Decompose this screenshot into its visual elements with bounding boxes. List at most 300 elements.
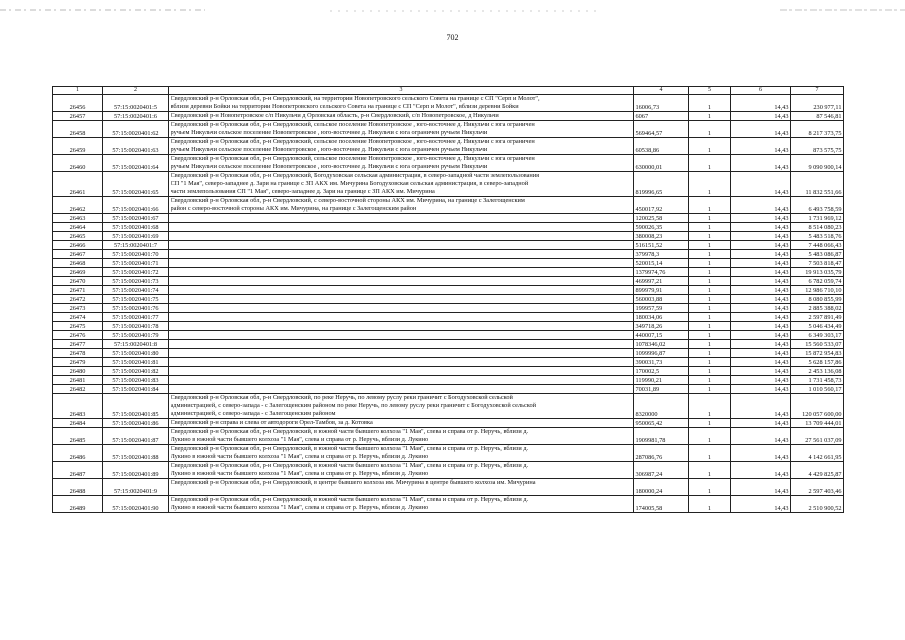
location-description-cell	[169, 375, 634, 384]
description-line: ручьем Никульчи сельское поселение Новопетровское , юго-восточнее д. Никульчи с юга ограничен ручьем Никульчи	[170, 128, 488, 136]
cadastral-value-cell: 5 483 086,87	[791, 249, 844, 258]
description-line: Свердловский р-н Орловская обл, р-н Свердловский, в южной части бывшего колхоза "1 Мая", слева и справа от р. Неручь, вблизи д.	[170, 495, 529, 503]
cadastral-number-cell: 57:15:0020401:74	[103, 285, 169, 294]
cadastral-number-cell: 57:15:0020401:68	[103, 222, 169, 231]
table-row	[53, 171, 844, 196]
area-cell: 590026,35	[634, 222, 689, 231]
cadastral-number-cell: 57:15:0020401:82	[103, 366, 169, 375]
page-number: 702	[446, 33, 459, 42]
description-line: Свердловский р-н Орловская обл, р-н Свердловский, в южной части бывшего колхоза "1 Мая", слева и справа от р. Неручь, вблизи д.	[170, 461, 529, 469]
cadastral-value-cell: 1 010 560,17	[791, 384, 844, 393]
cadastral-number-cell: 57:15:0020401:70	[103, 249, 169, 258]
cadastral-number-cell: 57:15:0020401:80	[103, 348, 169, 357]
description-line	[171, 241, 632, 249]
area-cell: 1379974,76	[634, 267, 689, 276]
area-cell: 120025,58	[634, 213, 689, 222]
rate-cell: 14,43	[731, 427, 791, 444]
description-line: администрацией, с северо-запада - с Залегощенским районом	[170, 409, 336, 417]
area-cell: 630000,01	[634, 154, 689, 171]
location-description-cell	[169, 321, 634, 330]
cadastral-number-cell: 57:15:0020401:76	[103, 303, 169, 312]
area-cell: 349718,26	[634, 321, 689, 330]
location-description-cell	[169, 444, 634, 461]
table-row	[53, 348, 844, 357]
description-line: Свердловский р-н Орловская обл, р-н Свердловский, на территории Новопетровского сельского Совета на границе с СП "Серп и Молот",	[170, 94, 540, 102]
table-row	[53, 249, 844, 258]
row-number-cell: 26480	[53, 366, 103, 375]
cadastral-number-cell: 57:15:0020401:6	[103, 111, 169, 120]
table-row	[53, 222, 844, 231]
location-description-cell	[169, 267, 634, 276]
description-line	[171, 223, 632, 231]
table-row	[53, 321, 844, 330]
area-cell: 287086,76	[634, 444, 689, 461]
cadastral-value-cell: 87 546,81	[791, 111, 844, 120]
table-row	[53, 339, 844, 348]
description-line	[171, 259, 632, 267]
row-number-cell: 26456	[53, 94, 103, 111]
table-header-row	[53, 87, 844, 95]
cadastral-value-cell: 6 782 059,74	[791, 276, 844, 285]
table-row	[53, 418, 844, 427]
row-number-cell: 26478	[53, 348, 103, 357]
table-row	[53, 393, 844, 418]
location-description-cell	[169, 418, 634, 427]
count-cell: 1	[689, 111, 731, 120]
description-line	[171, 313, 632, 321]
cadastral-value-cell: 6 349 303,17	[791, 330, 844, 339]
cadastral-value-cell: 5 483 518,76	[791, 231, 844, 240]
description-line	[171, 367, 632, 375]
location-description-cell	[169, 258, 634, 267]
description-line	[171, 376, 632, 384]
cadastral-value-cell: 15 560 533,07	[791, 339, 844, 348]
description-line	[171, 331, 632, 339]
area-cell: 1909981,78	[634, 427, 689, 444]
row-number-cell: 26468	[53, 258, 103, 267]
cadastral-value-cell: 6 493 758,59	[791, 196, 844, 213]
description-line	[171, 214, 632, 222]
cadastral-value-cell: 13 709 444,01	[791, 418, 844, 427]
count-cell: 1	[689, 137, 731, 154]
row-number-cell: 26463	[53, 213, 103, 222]
cadastral-value-cell: 2 597 891,49	[791, 312, 844, 321]
rate-cell: 14,43	[731, 444, 791, 461]
table-row	[53, 196, 844, 213]
table-row	[53, 267, 844, 276]
description-line	[171, 304, 632, 312]
cadastral-number-cell: 57:15:0020401:66	[103, 196, 169, 213]
description-line: Лукино в южной части бывшего колхоза "1 Мая", слева и справа от р. Неручь, вблизи д. Лукино	[170, 452, 429, 460]
area-cell: 16006,73	[634, 94, 689, 111]
cadastral-value-cell: 1 731 969,12	[791, 213, 844, 222]
count-cell: 1	[689, 339, 731, 348]
count-cell: 1	[689, 196, 731, 213]
area-cell: 516151,52	[634, 240, 689, 249]
count-cell: 1	[689, 444, 731, 461]
table-row	[53, 94, 844, 111]
location-description-cell	[169, 137, 634, 154]
header-col-6: 6	[731, 87, 791, 95]
location-description-cell	[169, 94, 634, 111]
row-number-cell: 26482	[53, 384, 103, 393]
count-cell: 1	[689, 418, 731, 427]
area-cell: 560003,88	[634, 294, 689, 303]
table-row	[53, 120, 844, 137]
area-cell: 119990,21	[634, 375, 689, 384]
count-cell: 1	[689, 357, 731, 366]
count-cell: 1	[689, 276, 731, 285]
count-cell: 1	[689, 303, 731, 312]
rate-cell: 14,43	[731, 384, 791, 393]
area-cell: 60538,86	[634, 137, 689, 154]
location-description-cell	[169, 461, 634, 478]
description-line	[171, 340, 632, 348]
row-number-cell: 26467	[53, 249, 103, 258]
cadastral-number-cell: 57:15:0020401:63	[103, 137, 169, 154]
count-cell: 1	[689, 495, 731, 512]
row-number-cell: 26464	[53, 222, 103, 231]
area-cell: 1078346,02	[634, 339, 689, 348]
row-number-cell: 26476	[53, 330, 103, 339]
cadastral-value-cell: 12 986 710,10	[791, 285, 844, 294]
cadastral-value-cell: 2 453 136,08	[791, 366, 844, 375]
description-line: Лукино в южной части бывшего колхоза "1 Мая", слева и справа от р. Неручь, вблизи д. Лукино	[170, 469, 429, 477]
rate-cell: 14,43	[731, 375, 791, 384]
description-line: Свердловский р-н Орловская обл, р-н Свердловский, по реке Неручь, по левому руслу реки граничит с Богодуховской сельской	[170, 393, 513, 401]
row-number-cell: 26485	[53, 427, 103, 444]
cadastral-value-cell: 5 046 434,49	[791, 321, 844, 330]
location-description-cell	[169, 357, 634, 366]
location-description-cell	[169, 427, 634, 444]
cadastral-number-cell: 57:15:0020401:65	[103, 171, 169, 196]
location-description-cell	[169, 276, 634, 285]
description-line: Свердловский р-н Орловская обл, р-н Свердловский, с северо-восточной стороны АКХ им. Мичурина, на границе с Залегощенским	[170, 196, 525, 204]
count-cell: 1	[689, 258, 731, 267]
count-cell: 1	[689, 231, 731, 240]
row-number-cell: 26465	[53, 231, 103, 240]
table-row	[53, 444, 844, 461]
cadastral-number-cell: 57:15:0020401:64	[103, 154, 169, 171]
rate-cell: 14,43	[731, 393, 791, 418]
header-col-2: 2	[103, 87, 169, 95]
rate-cell: 14,43	[731, 461, 791, 478]
description-line: Лукино в южной части бывшего колхоза "1 Мая", слева и справа от р. Неручь, вблизи д. Лукино	[170, 435, 429, 443]
table-row	[53, 258, 844, 267]
row-number-cell: 26486	[53, 444, 103, 461]
location-description-cell	[169, 393, 634, 418]
table-row	[53, 213, 844, 222]
cadastral-value-cell: 2 885 388,02	[791, 303, 844, 312]
cadastral-number-cell: 57:15:0020401:67	[103, 213, 169, 222]
rate-cell: 14,43	[731, 285, 791, 294]
rate-cell: 14,43	[731, 137, 791, 154]
cadastral-number-cell: 57:15:0020401:9	[103, 478, 169, 495]
cadastral-number-cell: 57:15:0020401:83	[103, 375, 169, 384]
table-row	[53, 478, 844, 495]
location-description-cell	[169, 222, 634, 231]
cadastral-value-cell: 2 510 900,52	[791, 495, 844, 512]
table-row	[53, 330, 844, 339]
rate-cell: 14,43	[731, 495, 791, 512]
rate-cell: 14,43	[731, 357, 791, 366]
area-cell: 899979,91	[634, 285, 689, 294]
description-line: Свердловский р-н Орловская обл, р-н Свердловский, в южной части бывшего колхоза "1 Мая", слева и справа от р. Неручь, вблизи д.	[170, 444, 529, 452]
location-description-cell	[169, 330, 634, 339]
location-description-cell	[169, 231, 634, 240]
cadastral-number-cell: 57:15:0020401:89	[103, 461, 169, 478]
row-number-cell: 26460	[53, 154, 103, 171]
header-col-5: 5	[689, 87, 731, 95]
table-row	[53, 461, 844, 478]
location-description-cell	[169, 111, 634, 120]
table-row	[53, 276, 844, 285]
cadastral-number-cell: 57:15:0020401:78	[103, 321, 169, 330]
cadastral-number-cell: 57:15:0020401:84	[103, 384, 169, 393]
description-line: Свердловский р-н Орловская обл, р-н Свердловский, в центре бывшего колхоза им. Мичурина в центре бывшего колхоза им. Мичурина	[170, 478, 536, 486]
count-cell: 1	[689, 120, 731, 137]
location-description-cell	[169, 240, 634, 249]
header-col-3: 3	[169, 87, 634, 95]
count-cell: 1	[689, 478, 731, 495]
row-number-cell: 26473	[53, 303, 103, 312]
table-row	[53, 154, 844, 171]
count-cell: 1	[689, 384, 731, 393]
cadastral-number-cell: 57:15:0020401:81	[103, 357, 169, 366]
rate-cell: 14,43	[731, 258, 791, 267]
location-description-cell	[169, 303, 634, 312]
location-description-cell	[169, 154, 634, 171]
row-number-cell: 26483	[53, 393, 103, 418]
cadastral-number-cell: 57:15:0020401:71	[103, 258, 169, 267]
area-cell: 6067	[634, 111, 689, 120]
area-cell: 1099996,87	[634, 348, 689, 357]
count-cell: 1	[689, 222, 731, 231]
description-line	[171, 295, 632, 303]
count-cell: 1	[689, 375, 731, 384]
description-line: Лукино в южной части бывшего колхоза "1 Мая", слева и справа от р. Неручь, вблизи д. Лукино	[170, 503, 429, 511]
description-line	[171, 268, 632, 276]
rate-cell: 14,43	[731, 120, 791, 137]
cadastral-value-cell: 8 514 080,23	[791, 222, 844, 231]
table-row	[53, 427, 844, 444]
area-cell: 469997,21	[634, 276, 689, 285]
cadastral-number-cell: 57:15:0020401:8	[103, 339, 169, 348]
location-description-cell	[169, 312, 634, 321]
description-line: район с северо-восточной стороны АКХ им. Мичурина, на границе с Залегощенским район	[170, 204, 417, 212]
cadastral-value-cell: 5 628 157,86	[791, 357, 844, 366]
rate-cell: 14,43	[731, 240, 791, 249]
cadastral-number-cell: 57:15:0020401:77	[103, 312, 169, 321]
description-line	[171, 349, 632, 357]
area-cell: 380008,23	[634, 231, 689, 240]
description-line	[171, 232, 632, 240]
area-cell: 379978,3	[634, 249, 689, 258]
cadastral-value-cell: 7 503 818,47	[791, 258, 844, 267]
count-cell: 1	[689, 294, 731, 303]
cadastral-number-cell: 57:15:0020401:7	[103, 240, 169, 249]
cadastral-number-cell: 57:15:0020401:79	[103, 330, 169, 339]
description-line: ручьем Никульчи сельское поселение Новопетровское , юго-восточнее д. Никульчи с юга ограничен ручьем Никульчи	[170, 162, 488, 170]
table-row	[53, 137, 844, 154]
count-cell: 1	[689, 321, 731, 330]
count-cell: 1	[689, 312, 731, 321]
rate-cell: 14,43	[731, 222, 791, 231]
description-line: администрацией, с северо-запада - с Залегощенским районом по реке Неручь, по левому руслу реки граничит с Богодуховской сельской	[170, 401, 537, 409]
header-col-7: 7	[791, 87, 844, 95]
description-line: Свердловский р-н справа и слева от автодороги Орел-Тамбов, за д. Котовка	[170, 418, 373, 426]
table-row	[53, 294, 844, 303]
rate-cell: 14,43	[731, 213, 791, 222]
row-number-cell: 26479	[53, 357, 103, 366]
table-row	[53, 312, 844, 321]
rate-cell: 14,43	[731, 321, 791, 330]
rate-cell: 14,43	[731, 276, 791, 285]
description-line	[171, 487, 632, 495]
description-line: Свердловский р-н Новопетровское с/п Никульчи д Орловская область, р-н Свердловский, с/п Новопетровское, д Никульчи	[170, 111, 499, 119]
cadastral-value-cell: 873 575,75	[791, 137, 844, 154]
row-number-cell: 26487	[53, 461, 103, 478]
area-cell: 170002,5	[634, 366, 689, 375]
description-line	[171, 250, 632, 258]
table-row	[53, 366, 844, 375]
area-cell: 199957,59	[634, 303, 689, 312]
count-cell: 1	[689, 285, 731, 294]
cadastral-value-cell: 230 977,11	[791, 94, 844, 111]
description-line	[171, 358, 632, 366]
area-cell: 950065,42	[634, 418, 689, 427]
rate-cell: 14,43	[731, 171, 791, 196]
cadastral-number-cell: 57:15:0020401:87	[103, 427, 169, 444]
location-description-cell	[169, 249, 634, 258]
cadastral-value-cell: 8 080 855,99	[791, 294, 844, 303]
area-cell: 520015,14	[634, 258, 689, 267]
cadastral-number-cell: 57:15:0020401:62	[103, 120, 169, 137]
area-cell: 174005,58	[634, 495, 689, 512]
table-row	[53, 375, 844, 384]
count-cell: 1	[689, 240, 731, 249]
location-description-cell	[169, 495, 634, 512]
rate-cell: 14,43	[731, 231, 791, 240]
rate-cell: 14,43	[731, 478, 791, 495]
description-line: части землепользования СП "1 Мая", северо-западнее д. Зари на границе с ЗП АКХ им. Мичурина	[170, 187, 435, 195]
location-description-cell	[169, 366, 634, 375]
table-row	[53, 285, 844, 294]
cadastral-number-cell: 57:15:0020401:69	[103, 231, 169, 240]
cadastral-value-cell: 27 561 037,09	[791, 427, 844, 444]
row-number-cell: 26462	[53, 196, 103, 213]
cadastral-number-cell: 57:15:0020401:75	[103, 294, 169, 303]
rate-cell: 14,43	[731, 294, 791, 303]
cadastral-value-cell: 8 217 373,75	[791, 120, 844, 137]
cadastral-number-cell: 57:15:0020401:88	[103, 444, 169, 461]
area-cell: 8320000	[634, 393, 689, 418]
location-description-cell	[169, 213, 634, 222]
row-number-cell: 26477	[53, 339, 103, 348]
area-cell: 306987,24	[634, 461, 689, 478]
location-description-cell	[169, 285, 634, 294]
row-number-cell: 26461	[53, 171, 103, 196]
location-description-cell	[169, 339, 634, 348]
count-cell: 1	[689, 393, 731, 418]
row-number-cell: 26475	[53, 321, 103, 330]
table-row	[53, 240, 844, 249]
area-cell: 819996,65	[634, 171, 689, 196]
row-number-cell: 26489	[53, 495, 103, 512]
rate-cell: 14,43	[731, 348, 791, 357]
count-cell: 1	[689, 213, 731, 222]
description-line	[171, 286, 632, 294]
cadastral-number-cell: 57:15:0020401:90	[103, 495, 169, 512]
row-number-cell: 26470	[53, 276, 103, 285]
location-description-cell	[169, 294, 634, 303]
rate-cell: 14,43	[731, 312, 791, 321]
description-line: Свердловский р-н Орловская обл, р-н Свердловский, Богодуховская сельская администрация, в северо-западной части землепользования	[170, 171, 540, 179]
cadastral-value-cell: 15 872 954,83	[791, 348, 844, 357]
description-line: Свердловский р-н Орловская обл, р-н Свердловский, в южной части бывшего колхоза "1 Мая", слева и справа от р. Неручь, вблизи д.	[170, 427, 529, 435]
rate-cell: 14,43	[731, 366, 791, 375]
location-description-cell	[169, 120, 634, 137]
table-row	[53, 495, 844, 512]
description-line	[171, 322, 632, 330]
cadastral-value-cell: 120 057 600,00	[791, 393, 844, 418]
rate-cell: 14,43	[731, 330, 791, 339]
count-cell: 1	[689, 154, 731, 171]
description-line	[171, 277, 632, 285]
table-row	[53, 231, 844, 240]
cadastral-number-cell: 57:15:0020401:72	[103, 267, 169, 276]
cadastral-value-cell: 1 731 458,73	[791, 375, 844, 384]
rate-cell: 14,43	[731, 196, 791, 213]
area-cell: 450017,92	[634, 196, 689, 213]
location-description-cell	[169, 196, 634, 213]
cadastral-value-cell: 4 142 661,95	[791, 444, 844, 461]
top-scan-artifact	[0, 6, 905, 20]
rate-cell: 14,43	[731, 303, 791, 312]
row-number-cell: 26458	[53, 120, 103, 137]
rate-cell: 14,43	[731, 111, 791, 120]
cadastral-number-cell: 57:15:0020401:73	[103, 276, 169, 285]
row-number-cell: 26488	[53, 478, 103, 495]
table-row	[53, 384, 844, 393]
land-registry-table	[52, 86, 844, 513]
cadastral-value-cell: 11 832 551,66	[791, 171, 844, 196]
row-number-cell: 26459	[53, 137, 103, 154]
rate-cell: 14,43	[731, 267, 791, 276]
description-line	[171, 385, 632, 393]
count-cell: 1	[689, 366, 731, 375]
description-line: ручьем Никульчи сельское поселение Новопетровское , юго-восточнее д. Никульчи с юга ограничен ручьем Никульчи	[170, 145, 488, 153]
area-cell: 180000,24	[634, 478, 689, 495]
cadastral-number-cell: 57:15:0020401:5	[103, 94, 169, 111]
rate-cell: 14,43	[731, 249, 791, 258]
count-cell: 1	[689, 348, 731, 357]
header-col-4: 4	[634, 87, 689, 95]
location-description-cell	[169, 348, 634, 357]
count-cell: 1	[689, 267, 731, 276]
cadastral-number-cell: 57:15:0020401:86	[103, 418, 169, 427]
row-number-cell: 26481	[53, 375, 103, 384]
area-cell: 390031,73	[634, 357, 689, 366]
table-row	[53, 357, 844, 366]
location-description-cell	[169, 384, 634, 393]
area-cell: 180034,06	[634, 312, 689, 321]
row-number-cell: 26474	[53, 312, 103, 321]
description-line: СП "1 Мая", северо-западнее д. Зари на границе с ЗП АКХ им. Мичурина Богодуховская сельская администрация, в северо-западной	[170, 179, 529, 187]
description-line: Свердловский р-н Орловская обл, р-н Свердловский, сельское поселение Новопетровское , юго-восточнее д. Никульчи с юга ограничен	[170, 120, 535, 128]
area-cell: 440007,15	[634, 330, 689, 339]
location-description-cell	[169, 478, 634, 495]
